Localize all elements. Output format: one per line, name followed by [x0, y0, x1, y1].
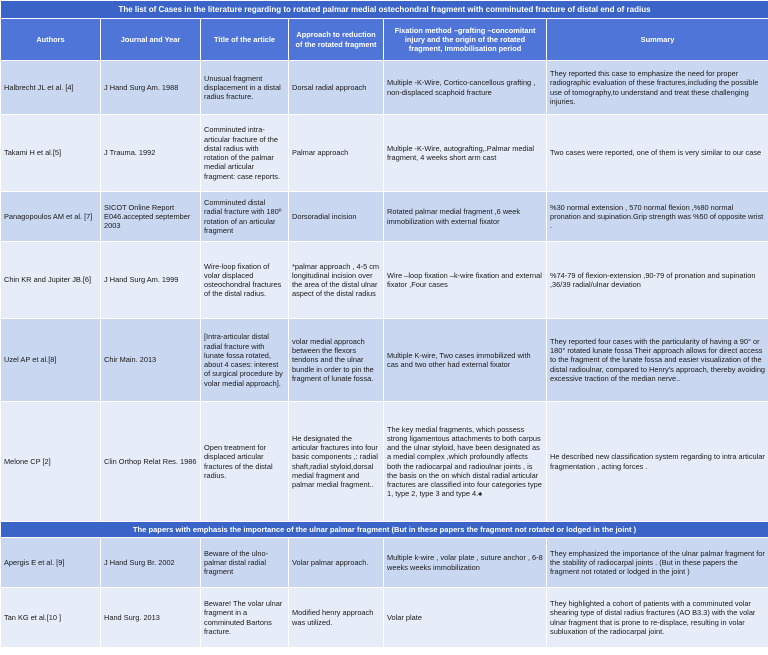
cell-author: Chin KR and Jupiter JB.[6]	[1, 242, 101, 319]
cell-approach: Volar palmar approach.	[289, 538, 384, 588]
cell-summary: %30 normal extension , 570 normal flexion ,%80 normal pronation and supination.Grip strength was %50 of opposite wrist .	[547, 192, 768, 242]
cell-fixation: Multiple k-wire , volar plate , suture anchor , 6-8 weeks weeks immobilization	[384, 538, 547, 588]
cell-summary: %74-79 of flexion-extension ,90-79 of pronation and supination ,36/39 radial/ulnar deviation	[547, 242, 768, 319]
cell-approach: He designated the articular fractures into four basic components ,: radial shaft,radial styloid,dorsal medial fragment and palmar medial fragment..	[289, 402, 384, 522]
table-row	[1, 319, 768, 402]
cell-author: Uzel AP et al.[8]	[1, 319, 101, 402]
table-row	[1, 588, 768, 648]
table-row	[1, 402, 768, 522]
cell-title: [Intra-articular distal radial fracture with lunate fossa rotated, about 4 cases: interest of surgical procedure by volar medial approach].	[201, 319, 289, 402]
cell-author: Tan KG et al.[10 ]	[1, 588, 101, 648]
cell-author: Melone CP [2]	[1, 402, 101, 522]
table-title: The list of Cases in the literature regarding to rotated palmar medial ostechondral fragment with comminuted fracture of distal end of radius	[1, 1, 768, 19]
cell-title: Comminuted intra-articular fracture of the distal radius with rotation of the palmar medial articular fragment: case reports.	[201, 115, 289, 192]
header-approach: Approach to reduction of the rotated fragment	[289, 19, 384, 61]
cell-journal: Clin Orthop Relat Res. 1986	[101, 402, 201, 522]
cell-approach: Dorsoradial incision	[289, 192, 384, 242]
cell-summary: They emphasized the importance of the ulnar palmar fragment for the stability of radiocarpal joints . (But in these papers the fragment not rotated or lodged in the joint )	[547, 538, 768, 588]
cell-summary: Two cases were reported, one of them is very similar to our case	[547, 115, 768, 192]
cell-author: Apergis E et al. [9]	[1, 538, 101, 588]
cell-summary: They reported this case to emphasize the need for proper radiographic evaluation of these fractures,including the possible use of tomography,to understand and treat these challenging injuries.	[547, 61, 768, 115]
header-title: Title of the article	[201, 19, 289, 61]
cell-journal: Hand Surg. 2013	[101, 588, 201, 648]
header-summary: Summary	[547, 19, 768, 61]
cell-journal: Chir Main. 2013	[101, 319, 201, 402]
table-row	[1, 242, 768, 319]
cell-author: Halbrecht JL et al. [4]	[1, 61, 101, 115]
table-row	[1, 61, 768, 115]
cell-title: Comminuted distal radial fracture with 180º rotation of an articular fragment	[201, 192, 289, 242]
cell-approach: Modified henry approach was utilized.	[289, 588, 384, 648]
section-title: The papers with emphasis the importance of the ulnar palmar fragment (But in these papers the fragment not rotated or lodged in the joint )	[1, 522, 768, 538]
header-authors: Authors	[1, 19, 101, 61]
cell-author: Takami H et al.[5]	[1, 115, 101, 192]
cell-journal: J Hand Surg Am. 1988	[101, 61, 201, 115]
cell-title: Beware of the ulno-palmar distal radial fragment	[201, 538, 289, 588]
cell-fixation: Wire –loop fixation –k-wire fixation and external fixator ,Four cases	[384, 242, 547, 319]
cell-author: Panagopoulos AM et al. [7]	[1, 192, 101, 242]
table-row	[1, 192, 768, 242]
cell-summary: They highlighted a cohort of patients with a comminuted volar shearing type of distal radius fractures (AO B3.3) with the volar ulnar fragment that is prone to re-displace, resulting in volar subluxation of the radiocarpal joint.	[547, 588, 768, 648]
cell-journal: J Hand Surg Am. 1999	[101, 242, 201, 319]
cell-fixation: Multiple -K-Wire, autografting,.Palmar medial fragment, 4 weeks short arm cast	[384, 115, 547, 192]
cell-fixation: Multiple -K-Wire, Cortico-cancellous grafting , non-displaced scaphoid fracture	[384, 61, 547, 115]
cell-journal: J Hand Surg Br. 2002	[101, 538, 201, 588]
cell-fixation: Volar plate	[384, 588, 547, 648]
cell-title: Wire-loop fixation of volar displaced osteochondral fractures of the distal radius.	[201, 242, 289, 319]
cell-fixation: Multiple K-wire, Two cases immobilized with cas and two other had external fixator	[384, 319, 547, 402]
cell-title: Open treatment for displaced articular fractures of the distal radius.	[201, 402, 289, 522]
header-fixation: Fixation method –grafting –concomitant injury and the origin of the rotated fragment, Immobilisation period	[384, 19, 547, 61]
cell-title: Unusual fragment displacement in a distal radius fracture.	[201, 61, 289, 115]
cell-fixation: Rotated palmar medial fragment ,6 week immobilization with external fixator	[384, 192, 547, 242]
cell-summary: They reported four cases with the particularity of having a 90° or 180° rotated lunate fossa Their approach allows for direct access to the fragment of the lunate fossa and easier visualization of the distal radioulnar, compared to Henry's approach, thereby avoiding excessive traction of the median nerve..	[547, 319, 768, 402]
cell-approach: *palmar approach , 4-5 cm longitudinal incision over the area of the distal ulnar aspect of the distal radius	[289, 242, 384, 319]
table-row	[1, 538, 768, 588]
table-row	[1, 115, 768, 192]
cell-fixation: The key medial fragments, which possess strong ligamentous attachments to both carpus and the ulnar styloid, have been designated as a medial complex ,which profoundly affects both the radiocarpal and radioulnar joints , is the basis on the on which distal radial articular fractures are classified into four categories type 1, type 2, type 3 and type 4.♠	[384, 402, 547, 522]
header-journal-year: Journal and Year	[101, 19, 201, 61]
cell-title: Beware! The volar ulnar fragment in a comminuted Bartons fracture.	[201, 588, 289, 648]
cell-journal: J Trauma. 1992	[101, 115, 201, 192]
cell-journal: SICOT Online Report E046.accepted september 2003	[101, 192, 201, 242]
cell-approach: volar medial approach between the flexors tendons and the ulnar bundle in order to pin the fragment of lunate fossa.	[289, 319, 384, 402]
cell-approach: Dorsal radial approach	[289, 61, 384, 115]
cell-summary: He described new classification system regarding to intra articular fragmentation , acting forces .	[547, 402, 768, 522]
cell-approach: Palmar approach	[289, 115, 384, 192]
